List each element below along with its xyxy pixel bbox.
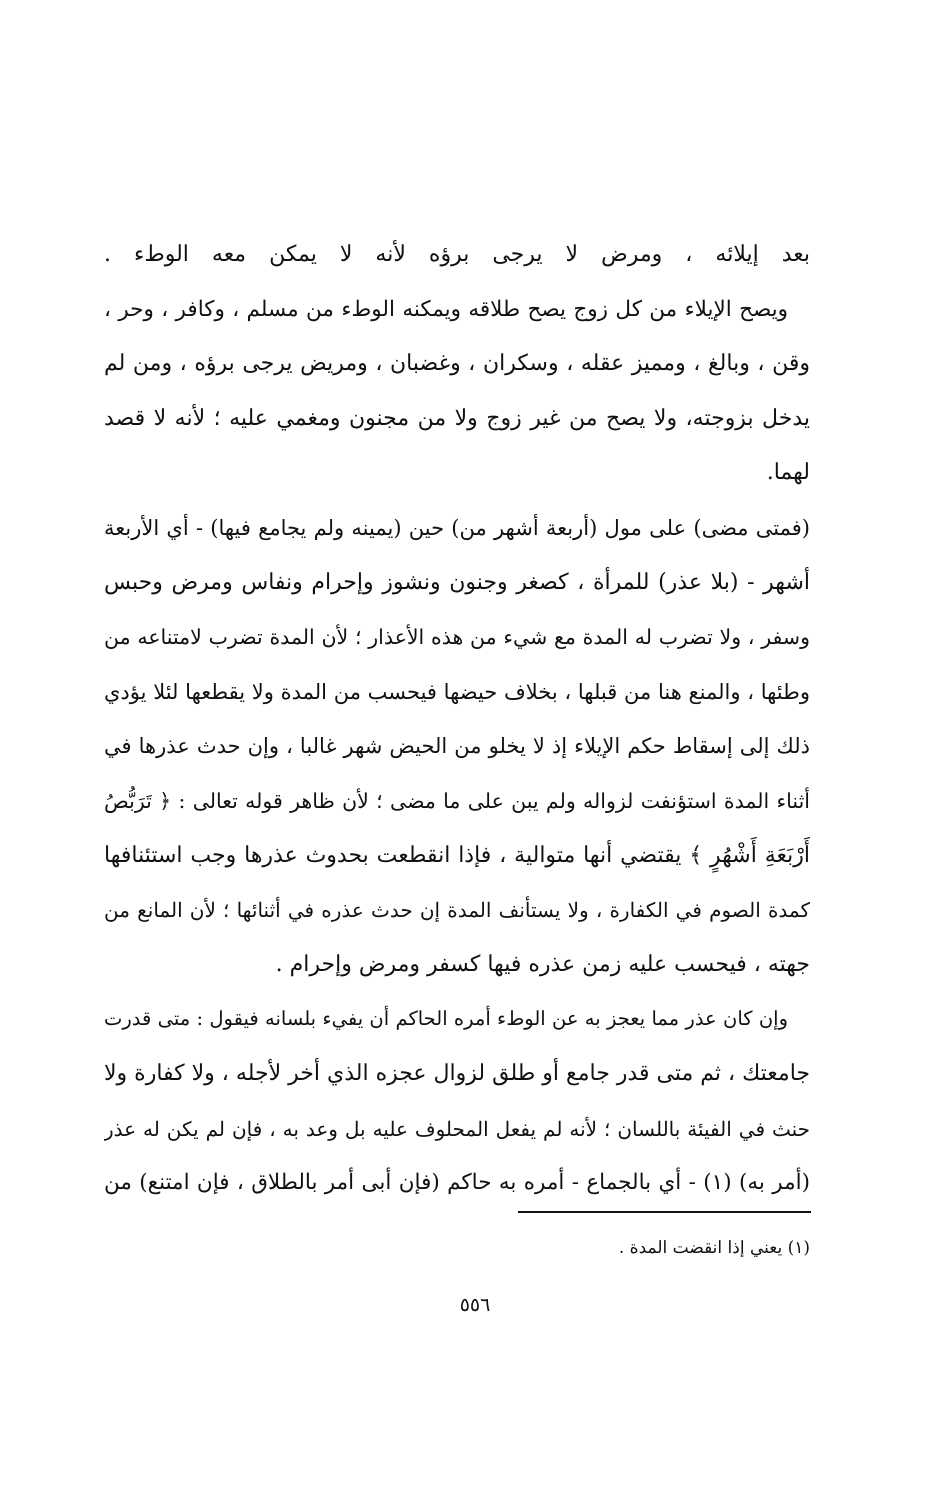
text-line-13: كمدة الصوم في الكفارة ، ولا يستأنف المدة إن حدث عذره في أثنائها ؛ لأن المانع من (104, 898, 810, 923)
footnote: (١) يعني إذا انقضت المدة . (618, 1238, 810, 1258)
text-line-1: بعد إيلائه ، ومرض لا يرجى برؤه لأنه لا يمكن معه الوطء . (104, 242, 810, 267)
footnote-divider (518, 1211, 811, 1213)
text-line-5: لهما. (766, 460, 810, 486)
text-line-18: (أمر به) (١) - أي بالجماع - أمره به حاكم (فإن أبى أمر بالطلاق ، فإن امتنع) من (104, 1170, 810, 1196)
text-line-12: أَرْبَعَةِ أَشْهُرٍ ﴾ يقتضي أنها متوالية ، فإذا انقطعت بحدوث عذرها وجب استئنافها (104, 842, 810, 868)
text-line-2: ويصح الإيلاء من كل زوج يصح طلاقه ويمكنه الوطء من مسلم ، وكافر ، وحر ، (104, 296, 788, 322)
text-line-16: جامعتك ، ثم متى قدر جامع أو طلق لزوال عجزه الذي أخر لأجله ، ولا كفارة ولا (104, 1060, 810, 1086)
text-line-6: (فمتى مضى) على مول (أربعة أشهر من) حين (يمينه ولم يجامع فيها) - أي الأربعة (104, 515, 810, 540)
text-line-4: يدخل بزوجته، ولا يصح من غير زوج ولا من مجنون ومغمي عليه ؛ لأنه لا قصد (104, 405, 810, 431)
text-line-10: ذلك إلى إسقاط حكم الإيلاء إذ لا يخلو من الحيض شهر غالبا ، وإن حدث عذرها في (104, 734, 810, 759)
page-number: ٥٥٦ (459, 1294, 491, 1316)
text-line-15: وإن كان عذر مما يعجز به عن الوطء أمره الحاكم أن يفيء بلسانه فيقول : متى قدرت (104, 1007, 788, 1031)
text-line-17: حنث في الفيئة باللسان ؛ لأنه لم يفعل المحلوف عليه بل وعد به ، فإن لم يكن له عذر (104, 1116, 810, 1141)
body-text (104, 228, 810, 1211)
text-line-7: أشهر - (بلا عذر) للمرأة ، كصغر وجنون ونشوز وإحرام ونفاس ومرض وحبس (104, 569, 810, 595)
text-line-11: أثناء المدة استؤنفت لزواله ولم يبن على ما مضى ؛ لأن ظاهر قوله تعالى : ﴿ تَرَبُّصُ (104, 788, 810, 813)
text-line-9: وطئها ، والمنع هنا من قبلها ، بخلاف حيضها فيحسب من المدة ولا يقطعها لئلا يؤدي (104, 679, 810, 704)
text-line-3: وقن ، وبالغ ، ومميز عقله ، وسكران ، وغضبان ، ومريض يرجى برؤه ، ومن لم (104, 351, 810, 377)
text-line-8: وسفر ، ولا تضرب له المدة مع شيء من هذه الأعذار ؛ لأن المدة تضرب لامتناعه من (104, 625, 810, 650)
text-line-14: جهته ، فيحسب عليه زمن عذره فيها كسفر ومرض وإحرام . (275, 951, 810, 977)
